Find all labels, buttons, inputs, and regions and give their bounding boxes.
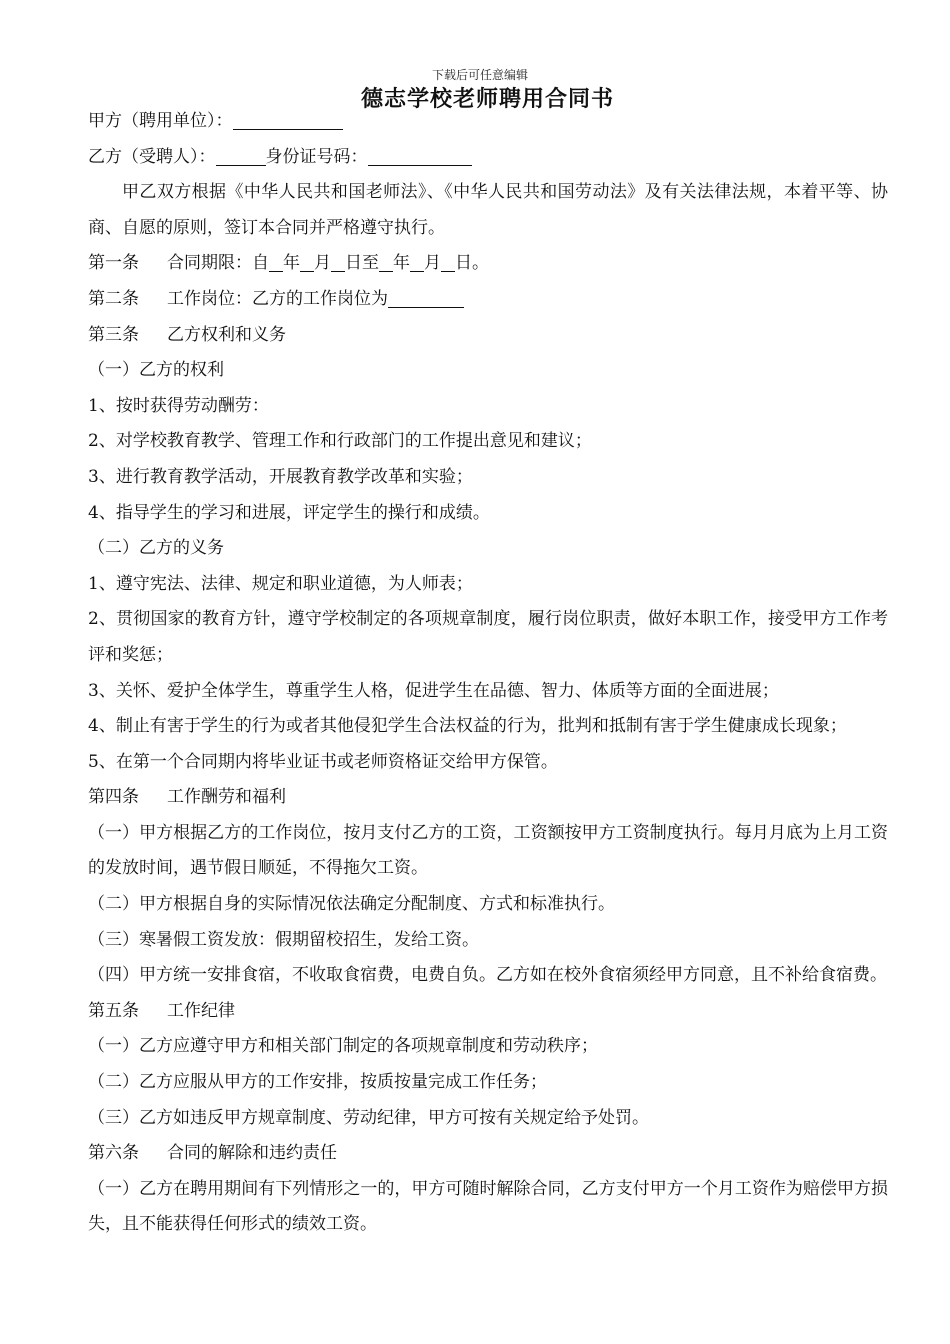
article-title: 工作酬劳和福利 bbox=[167, 787, 286, 808]
party-a-blank[interactable] bbox=[233, 109, 343, 130]
party-b-line bbox=[88, 140, 888, 176]
list-item: （二）甲方根据自身的实际情况依法确定分配制度、方式和标准执行。 bbox=[88, 894, 615, 915]
article-number: 第二条 bbox=[88, 288, 139, 309]
term-label: 合同期限：自 bbox=[167, 253, 269, 274]
list-item: （一）乙方应遵守甲方和相关部门制定的各项规章制度和劳动秩序； bbox=[88, 1036, 598, 1057]
end-day-blank[interactable] bbox=[441, 251, 455, 272]
start-day-blank[interactable] bbox=[331, 251, 345, 272]
article-number: 第一条 bbox=[88, 253, 139, 274]
article-4-heading bbox=[88, 780, 888, 816]
article-6-heading bbox=[88, 1136, 888, 1172]
article-title: 合同的解除和违约责任 bbox=[167, 1143, 337, 1164]
day-end-text: 日。 bbox=[455, 253, 489, 274]
article-3-heading bbox=[88, 318, 888, 354]
duties-heading: （二）乙方的义务 bbox=[88, 538, 224, 559]
year-text: 年 bbox=[393, 253, 410, 274]
end-year-blank[interactable] bbox=[379, 251, 393, 272]
list-item: 3、关怀、爱护全体学生，尊重学生人格，促进学生在品德、智力、体质等方面的全面进展； bbox=[88, 680, 779, 701]
article-1 bbox=[88, 246, 888, 282]
list-item: （三）寒暑假工资发放：假期留校招生，发给工资。 bbox=[88, 929, 479, 950]
article-5-heading bbox=[88, 994, 888, 1030]
list-item: （四）甲方统一安排食宿，不收取食宿费，电费自负。乙方如在校外食宿须经甲方同意，且不补给食宿费。 bbox=[88, 965, 887, 986]
list-item: 4、制止有害于学生的行为或者其他侵犯学生合法权益的行为，批判和抵制有害于学生健康成长现象； bbox=[88, 716, 847, 737]
list-item: （一）甲方根据乙方的工作岗位，按月支付乙方的工资，工资额按甲方工资制度执行。每月月底为上月工资的发放时间，遇节假日顺延，不得拖欠工资。 bbox=[88, 822, 888, 879]
party-b-label: 乙方（受聘人）： bbox=[88, 146, 216, 167]
position-blank[interactable] bbox=[388, 287, 464, 308]
article-number: 第三条 bbox=[88, 324, 139, 345]
start-year-blank[interactable] bbox=[269, 251, 283, 272]
list-item: （二）乙方应服从甲方的工作安排，按质按量完成工作任务； bbox=[88, 1072, 547, 1093]
start-month-blank[interactable] bbox=[300, 251, 314, 272]
article-title: 工作纪律 bbox=[167, 1000, 235, 1021]
list-item: 2、对学校教育教学、管理工作和行政部门的工作提出意见和建议； bbox=[88, 431, 592, 452]
intro-paragraph: 甲乙双方根据《中华人民共和国老师法》、《中华人民共和国劳动法》及有关法律法规，本着平等、协商、自愿的原则，签订本合同并严格遵守执行。 bbox=[88, 182, 888, 238]
list-item: （三）乙方如违反甲方规章制度、劳动纪律，甲方可按有关规定给予处罚。 bbox=[88, 1107, 649, 1128]
month-text: 月 bbox=[424, 253, 441, 274]
id-number-blank[interactable] bbox=[368, 145, 472, 166]
month-text: 月 bbox=[314, 253, 331, 274]
article-number: 第六条 bbox=[88, 1143, 139, 1164]
watermark-text: 下载后可任意编辑 bbox=[431, 68, 528, 82]
party-b-blank[interactable] bbox=[216, 145, 266, 166]
article-2 bbox=[88, 282, 888, 318]
position-label: 工作岗位：乙方的工作岗位为 bbox=[167, 288, 388, 309]
article-number: 第五条 bbox=[88, 1000, 139, 1021]
list-item: 3、进行教育教学活动，开展教育教学改革和实验； bbox=[88, 466, 473, 487]
contract-body bbox=[88, 104, 888, 1243]
list-item: 1、按时获得劳动酬劳： bbox=[88, 395, 269, 416]
document-title: 德志学校老师聘用合同书 bbox=[360, 86, 614, 112]
end-month-blank[interactable] bbox=[410, 251, 424, 272]
rights-heading: （一）乙方的权利 bbox=[88, 360, 224, 381]
id-label: 身份证号码： bbox=[265, 146, 368, 167]
article-title: 乙方权利和义务 bbox=[167, 324, 286, 345]
list-item: 2、贯彻国家的教育方针，遵守学校制定的各项规章制度，履行岗位职责，做好本职工作，接受甲方工作考评和奖惩； bbox=[88, 609, 888, 665]
year-text: 年 bbox=[283, 253, 300, 274]
list-item: 4、指导学生的学习和进展，评定学生的操行和成绩。 bbox=[88, 502, 490, 523]
party-a-line bbox=[88, 104, 888, 140]
day-to-text: 日至 bbox=[345, 253, 379, 274]
list-item: 1、遵守宪法、法律、规定和职业道德，为人师表； bbox=[88, 573, 473, 594]
list-item: 5、在第一个合同期内将毕业证书或老师资格证交给甲方保管。 bbox=[88, 751, 558, 772]
party-a-label: 甲方（聘用单位）： bbox=[88, 111, 233, 131]
list-item: （一）乙方在聘用期间有下列情形之一的，甲方可随时解除合同，乙方支付甲方一个月工资作为赔偿甲方损失，且不能获得任何形式的绩效工资。 bbox=[88, 1178, 888, 1235]
article-number: 第四条 bbox=[88, 787, 139, 808]
